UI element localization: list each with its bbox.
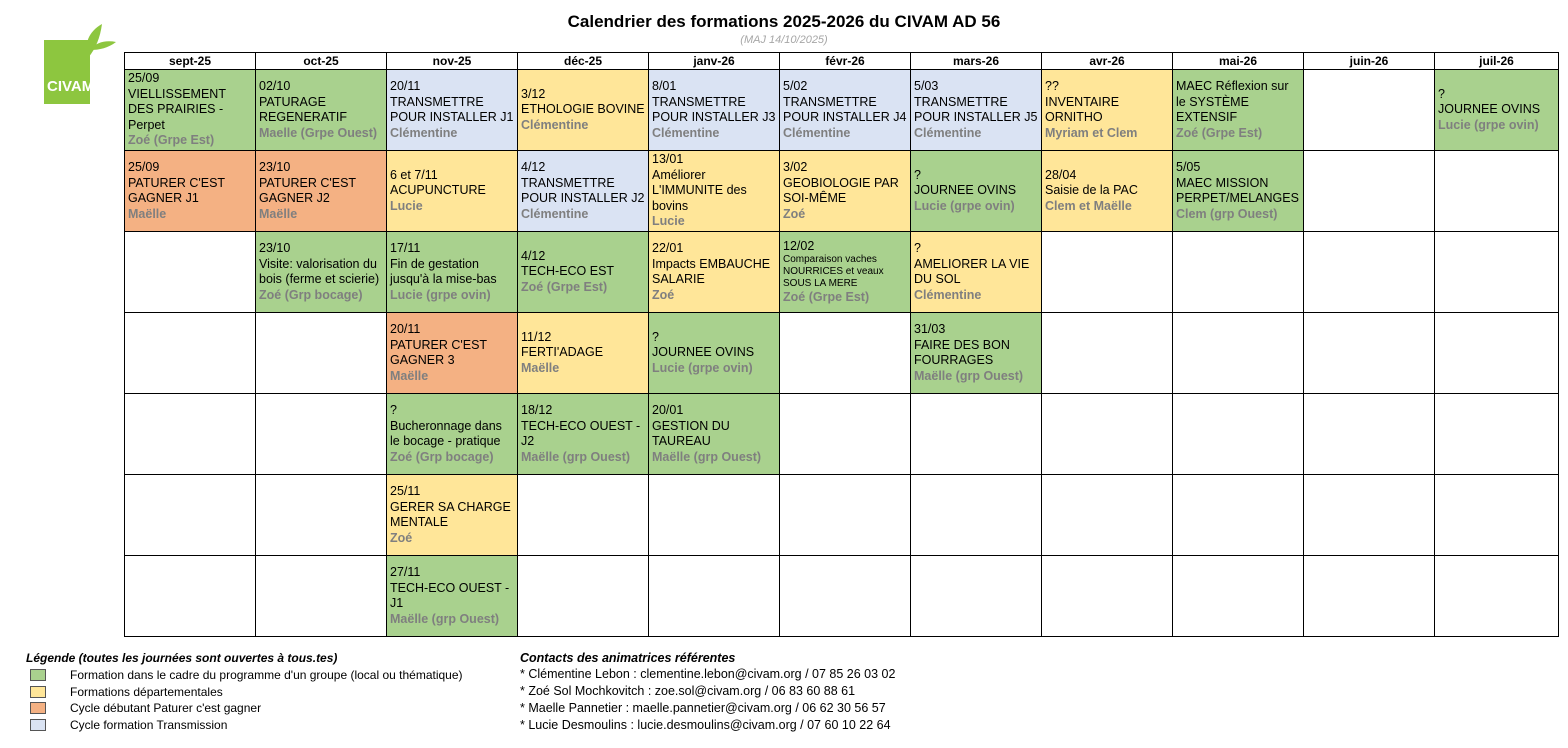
event-title: TECH-ECO EST (521, 264, 615, 279)
event-date: MAEC Réflexion sur le SYSTÈME EXTENSIF (1176, 79, 1289, 124)
month-header: mars-26 (911, 53, 1042, 70)
calendar-cell (1435, 232, 1559, 313)
legend-swatch (30, 719, 46, 731)
event-date: 13/01 (652, 152, 684, 167)
calendar-cell (518, 556, 649, 637)
event-facilitator: Lucie (652, 214, 685, 229)
event-title: Saisie de la PAC (1045, 183, 1138, 198)
legend-item (26, 667, 463, 684)
event-facilitator: Clémentine (390, 125, 458, 140)
calendar-cell (125, 232, 256, 313)
event-title: TRANSMETTRE POUR INSTALLER J3 (652, 94, 776, 124)
calendar-cell (256, 70, 387, 151)
calendar-cell (780, 313, 911, 394)
legend-swatch (30, 686, 46, 698)
calendar-cell (1173, 475, 1304, 556)
event-facilitator: Clémentine (652, 125, 720, 140)
event-title: ETHOLOGIE BOVINE (521, 102, 645, 117)
calendar-cell (387, 151, 518, 232)
calendar-cell (649, 394, 780, 475)
event-title: JOURNEE OVINS (652, 345, 755, 360)
month-header: sept-25 (125, 53, 256, 70)
calendar-cell (911, 151, 1042, 232)
event-date: 20/11 (390, 79, 421, 93)
contact-line: * Zoé Sol Mochkovitch : zoe.sol@civam.org / 06 83 60 88 61 (520, 684, 856, 698)
event-title: Fin de gestation jusqu'à la mise-bas (390, 256, 497, 286)
event-facilitator: Clémentine (521, 206, 589, 221)
calendar-cell (1304, 475, 1435, 556)
event-facilitator: Maëlle (grp Ouest) (652, 449, 762, 464)
calendar-cell (780, 394, 911, 475)
calendar-cell (1304, 394, 1435, 475)
calendar-cell (1173, 394, 1304, 475)
event-date: ? (390, 403, 397, 417)
legend-label: Cycle formation Transmission (70, 717, 228, 732)
calendar-cell (911, 556, 1042, 637)
event-date: 18/12 (521, 403, 553, 417)
contact-line: * Maelle Pannetier : maelle.pannetier@civam.org / 06 62 30 56 57 (520, 701, 886, 715)
calendar-cell (125, 394, 256, 475)
calendar-table (124, 52, 1559, 637)
event-title: GESTION DU TAUREAU (652, 418, 730, 448)
calendar-cell (1042, 556, 1173, 637)
event-date: 17/11 (390, 241, 421, 255)
calendar-cell (1435, 151, 1559, 232)
event-date: 25/11 (390, 484, 421, 498)
logo-text: CIVAM (47, 78, 95, 95)
event-title: Comparaison vaches NOURRICES et veaux SOUS LA MERE (783, 254, 884, 289)
event-title: AMELIORER LA VIE DU SOL (914, 256, 1030, 286)
calendar-cell (1435, 556, 1559, 637)
event-facilitator: Clémentine (914, 287, 982, 302)
calendar-body (125, 70, 1559, 637)
event-title: MAEC MISSION PERPET/MELANGES (1176, 175, 1299, 205)
calendar-cell (1173, 151, 1304, 232)
legend-label: Formations départementales (70, 684, 223, 699)
event-facilitator: Maëlle (521, 360, 560, 375)
month-header: mai-26 (1173, 53, 1304, 70)
calendar-cell (911, 232, 1042, 313)
calendar-cell (1435, 475, 1559, 556)
legend-swatch (30, 669, 46, 681)
event-date: 25/09 (128, 71, 160, 86)
event-facilitator: Zoé (783, 206, 806, 221)
calendar-cell (780, 151, 911, 232)
calendar-cell (780, 232, 911, 313)
calendar-cell (1304, 313, 1435, 394)
event-date: 8/01 (652, 79, 677, 93)
event-facilitator: Zoé (Grpe Est) (783, 290, 870, 304)
calendar-cell (911, 70, 1042, 151)
calendar-cell (387, 70, 518, 151)
calendar-cell (1042, 70, 1173, 151)
event-title: ACUPUNCTURE (390, 183, 486, 198)
event-title: FAIRE DES BON FOURRAGES (914, 337, 1010, 367)
event-facilitator: Lucie (390, 198, 423, 213)
event-title: TECH-ECO OUEST - J2 (521, 418, 641, 448)
calendar-cell (256, 394, 387, 475)
logo-subtext: AGRICULTURE DURABLE 56 (49, 108, 78, 118)
event-facilitator: Clem et Maëlle (1045, 198, 1132, 213)
event-title: INVENTAIRE ORNITHO (1045, 94, 1120, 124)
calendar-row (125, 151, 1559, 232)
calendar-cell (518, 70, 649, 151)
update-date: (MAJ 14/10/2025) (740, 34, 828, 46)
event-facilitator: Zoé (Grpe Est) (521, 279, 608, 294)
month-header: oct-25 (256, 53, 387, 70)
calendar-cell (387, 556, 518, 637)
event-date: 11/12 (521, 329, 552, 344)
calendar-cell (911, 394, 1042, 475)
event-date: 5/05 (1176, 160, 1201, 174)
calendar-cell (256, 313, 387, 394)
calendar-cell (518, 232, 649, 313)
calendar-cell (256, 475, 387, 556)
event-facilitator: Zoé (Grpe Est) (128, 133, 215, 148)
calendar-cell (387, 313, 518, 394)
event-facilitator: Lucie (grpe ovin) (652, 360, 753, 375)
event-title: PATURER C'EST GAGNER J2 (259, 175, 356, 205)
calendar-cell (1173, 556, 1304, 637)
event-date: 20/01 (652, 403, 684, 417)
calendar-cell (649, 556, 780, 637)
event-facilitator: Clem (grp Ouest) (1176, 206, 1278, 221)
calendar-cell (1304, 232, 1435, 313)
contacts-title: Contacts des animatrices référentes (520, 651, 736, 665)
event-date: 6 et 7/11 (390, 167, 438, 182)
calendar-row (125, 556, 1559, 637)
event-title: TECH-ECO OUEST - J1 (390, 580, 510, 610)
calendar-cell (1435, 313, 1559, 394)
event-date: ? (652, 329, 659, 344)
legend-title: Légende (toutes les journées sont ouvertes à tous.tes) (26, 651, 338, 665)
legend-items (26, 667, 463, 733)
calendar-row (125, 232, 1559, 313)
logo-box (44, 40, 95, 118)
event-date: ?? (1045, 79, 1059, 93)
calendar-cell (1173, 232, 1304, 313)
event-title: PATURAGE REGENERATIF (259, 94, 347, 124)
calendar-cell (1173, 313, 1304, 394)
month-header: févr-26 (780, 53, 911, 70)
event-facilitator: Clémentine (783, 125, 851, 140)
event-date: 4/12 (521, 248, 546, 263)
calendar-cell (1173, 70, 1304, 151)
calendar-cell (125, 556, 256, 637)
legend-swatch (30, 702, 46, 714)
event-date: 23/10 (259, 241, 291, 255)
event-title: GEOBIOLOGIE PAR SOI-MÊME (783, 175, 899, 205)
event-facilitator: Lucie (grpe ovin) (914, 198, 1015, 213)
event-facilitator: Zoé (390, 530, 413, 545)
event-title: Impacts EMBAUCHE SALARIE (652, 256, 771, 286)
event-date: 22/01 (652, 241, 684, 255)
event-facilitator: Maëlle (128, 206, 167, 221)
month-header: déc-25 (518, 53, 649, 70)
event-date: 31/03 (914, 322, 946, 336)
event-title: PATURER C'EST GAGNER J1 (128, 175, 225, 205)
calendar-cell (780, 556, 911, 637)
event-facilitator: Lucie (grpe ovin) (1438, 117, 1539, 132)
event-date: 27/11 (390, 565, 421, 579)
page-title: Calendrier des formations 2025-2026 du CIVAM AD 56 (567, 12, 1001, 31)
event-title: Améliorer L'IMMUNITE des bovins (652, 167, 747, 213)
event-facilitator: Maëlle (grp Ouest) (914, 368, 1024, 383)
event-date: ? (914, 241, 921, 255)
calendar-row (125, 394, 1559, 475)
calendar-cell (387, 232, 518, 313)
event-facilitator: Maelle (Grpe Ouest) (259, 125, 378, 140)
calendar-cell (1042, 394, 1173, 475)
legend-item (26, 717, 463, 734)
month-header-row (125, 53, 1559, 70)
legend (26, 651, 463, 733)
calendar-cell (518, 313, 649, 394)
event-title: FERTI'ADAGE (521, 345, 604, 360)
legend-label: Cycle débutant Paturer c'est gagner (70, 701, 262, 716)
calendar-cell (1042, 475, 1173, 556)
event-title: PATURER C'EST GAGNER 3 (390, 337, 487, 367)
event-date: 02/10 (259, 79, 291, 93)
contacts (520, 651, 895, 735)
event-title: JOURNEE OVINS (1438, 102, 1541, 117)
month-header: juil-26 (1435, 53, 1559, 70)
calendar-cell (780, 70, 911, 151)
calendar-cell (1304, 151, 1435, 232)
event-facilitator: Maëlle (grp Ouest) (390, 611, 500, 626)
event-title: TRANSMETTRE POUR INSTALLER J1 (390, 94, 514, 124)
calendar-cell (911, 475, 1042, 556)
event-date: ? (914, 167, 921, 182)
event-facilitator: Clémentine (914, 125, 982, 140)
event-date: 5/03 (914, 79, 939, 93)
calendar-cell (649, 151, 780, 232)
calendar-cell (1304, 70, 1435, 151)
calendar-cell (125, 70, 256, 151)
calendar-cell (1042, 313, 1173, 394)
event-title: Bucheronnage dans le bocage - pratique (390, 418, 502, 448)
event-date: 12/02 (783, 238, 815, 253)
event-facilitator: Clémentine (521, 117, 589, 132)
calendar-cell (649, 475, 780, 556)
calendar-cell (256, 556, 387, 637)
event-date: 3/02 (783, 160, 808, 174)
calendar-cell (125, 313, 256, 394)
calendar-cell (387, 475, 518, 556)
calendar-cell (1435, 70, 1559, 151)
event-date: 20/11 (390, 322, 421, 336)
calendar-cell (387, 394, 518, 475)
event-date: ? (1438, 86, 1445, 101)
calendar-cell (256, 151, 387, 232)
event-date: 5/02 (783, 79, 808, 93)
event-title: TRANSMETTRE POUR INSTALLER J4 (783, 94, 907, 124)
event-facilitator: Maëlle (390, 368, 429, 383)
calendar-cell (1042, 232, 1173, 313)
event-title: VIELLISSEMENT DES PRAIRIES - Perpet (128, 86, 226, 132)
calendar-cell (1042, 151, 1173, 232)
calendar-row (125, 313, 1559, 394)
event-facilitator: Maëlle (259, 206, 298, 221)
calendar-cell (780, 475, 911, 556)
legend-label: Formation dans le cadre du programme d'un groupe (local ou thématique) (70, 668, 463, 683)
event-date: 4/12 (521, 160, 546, 174)
contact-items (520, 667, 895, 735)
calendar-cell (1435, 394, 1559, 475)
event-title: TRANSMETTRE POUR INSTALLER J5 (914, 94, 1038, 124)
event-facilitator: Zoé (Grpe Est) (1176, 125, 1263, 140)
event-facilitator: Zoé (Grp bocage) (390, 449, 494, 464)
event-facilitator: Myriam et Clem (1045, 125, 1138, 140)
calendar-cell (125, 151, 256, 232)
month-header: nov-25 (387, 53, 518, 70)
contact-line: * Clémentine Lebon : clementine.lebon@civam.org / 07 85 26 03 02 (520, 667, 896, 681)
calendar-cell (1304, 556, 1435, 637)
legend-item (26, 700, 463, 717)
calendar-cell (256, 232, 387, 313)
calendar-row (125, 70, 1559, 151)
calendar-cell (518, 151, 649, 232)
event-title: TRANSMETTRE POUR INSTALLER J2 (521, 175, 645, 205)
event-title: Visite: valorisation du bois (ferme et scierie) (259, 256, 380, 286)
calendar-cell (649, 313, 780, 394)
month-header: juin-26 (1304, 53, 1435, 70)
calendar-cell (649, 70, 780, 151)
contact-line: * Lucie Desmoulins : lucie.desmoulins@civam.org / 07 60 10 22 64 (520, 718, 891, 732)
event-facilitator: Zoé (652, 287, 675, 302)
calendar-cell (518, 475, 649, 556)
legend-item (26, 684, 463, 701)
event-facilitator: Zoé (Grp bocage) (259, 287, 363, 302)
event-facilitator: Lucie (grpe ovin) (390, 287, 491, 302)
event-date: 25/09 (128, 160, 160, 174)
event-date: 28/04 (1045, 167, 1077, 182)
month-header: avr-26 (1042, 53, 1173, 70)
calendar-cell (911, 313, 1042, 394)
event-title: GERER SA CHARGE MENTALE (390, 499, 511, 529)
calendar-row (125, 475, 1559, 556)
event-title: JOURNEE OVINS (914, 183, 1017, 198)
calendar-cell (125, 475, 256, 556)
event-facilitator: Maëlle (grp Ouest) (521, 449, 631, 464)
event-date: 23/10 (259, 160, 291, 174)
event-date: 3/12 (521, 86, 546, 101)
month-header: janv-26 (649, 53, 780, 70)
calendar-cell (518, 394, 649, 475)
calendar-cell (649, 232, 780, 313)
